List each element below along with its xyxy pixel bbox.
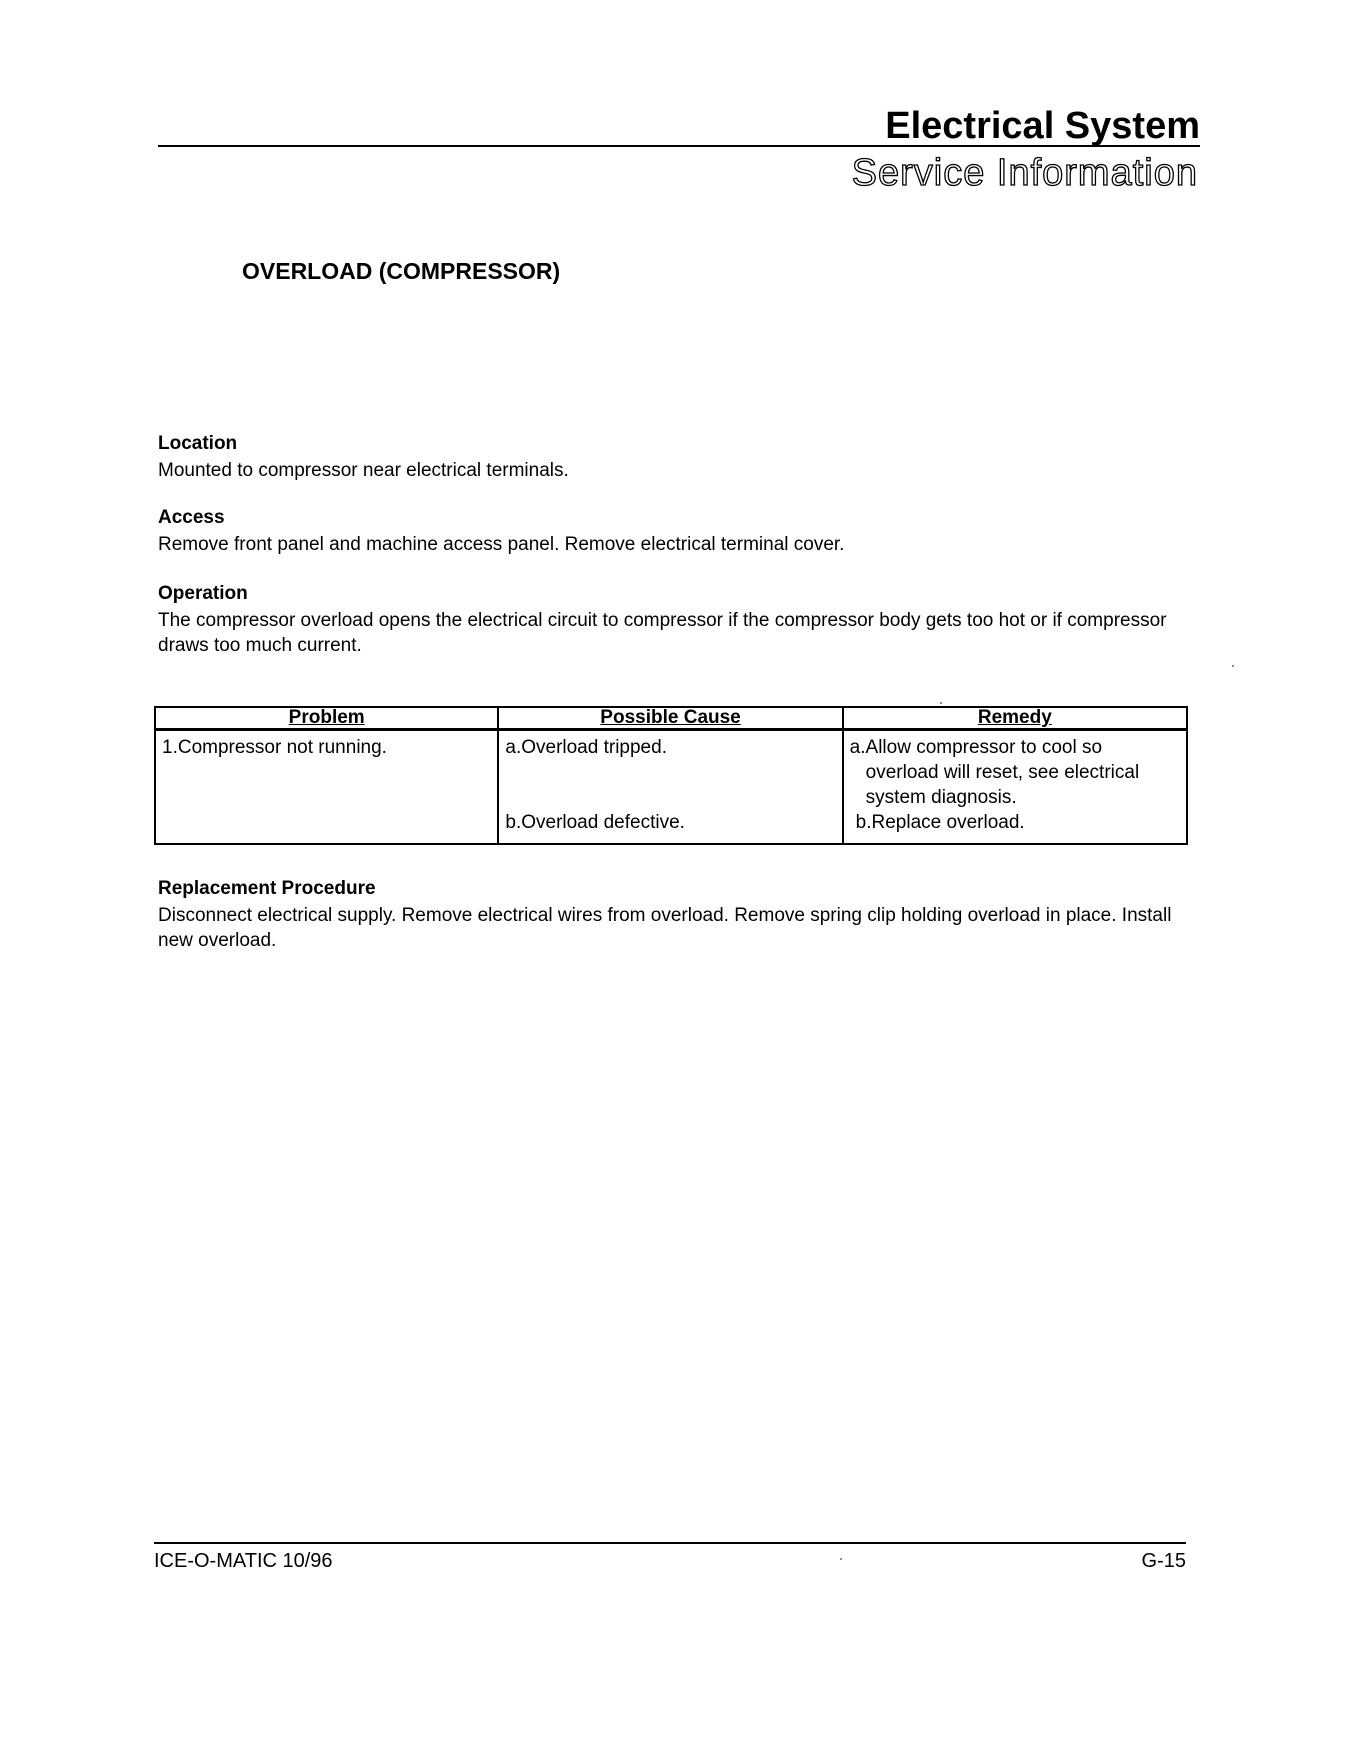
- section-title: Electrical System: [885, 105, 1200, 147]
- location-text: Mounted to compressor near electrical terminals.: [158, 460, 569, 481]
- replacement-heading: Replacement Procedure: [158, 878, 376, 899]
- column-header-problem: Problem: [155, 707, 498, 730]
- cause-spacer: [505, 785, 835, 810]
- cause-cell: [498, 730, 842, 845]
- section-subtitle: Service Information: [851, 152, 1198, 194]
- operation-heading: Operation: [158, 583, 248, 604]
- access-text: Remove front panel and machine access panel. Remove electrical terminal cover.: [158, 534, 845, 555]
- replacement-text: Disconnect electrical supply. Remove electrical wires from overload. Remove spring clip holding overload in place. Install new overload.: [158, 905, 1172, 951]
- operation-text: The compressor overload opens the electrical circuit to compressor if the compressor body gets too hot or if compressor draws too much current.: [158, 610, 1167, 656]
- scan-speck: [840, 1558, 842, 1560]
- footer-rule: [154, 1542, 1186, 1544]
- access-heading: Access: [158, 507, 225, 528]
- cause-spacer: [505, 760, 835, 785]
- problem-text: 1.Compressor not running.: [162, 737, 387, 758]
- remedy-a-line3: system diagnosis.: [865, 787, 1017, 808]
- problem-cell: [155, 730, 498, 845]
- remedy-b: b.Replace overload.: [855, 812, 1025, 833]
- scan-speck: [1232, 665, 1234, 667]
- remedy-a-line2: overload will reset, see electrical: [865, 762, 1140, 783]
- remedy-a-line1: a.Allow compressor to cool so: [849, 737, 1103, 758]
- column-header-remedy: Remedy: [843, 707, 1187, 730]
- page-number: G-15: [1141, 1550, 1186, 1572]
- table-row: [155, 730, 1187, 845]
- footer-publisher: ICE-O-MATIC 10/96: [154, 1550, 333, 1572]
- remedy-cell: [843, 730, 1187, 845]
- cause-a: a.Overload tripped.: [505, 737, 667, 758]
- page-title: OVERLOAD (COMPRESSOR): [242, 258, 561, 284]
- column-header-possible-cause: Possible Cause: [498, 707, 842, 730]
- diagnosis-table: [154, 706, 1188, 845]
- scan-speck: [940, 702, 942, 704]
- location-heading: Location: [158, 433, 238, 454]
- cause-b: b.Overload defective.: [505, 812, 685, 833]
